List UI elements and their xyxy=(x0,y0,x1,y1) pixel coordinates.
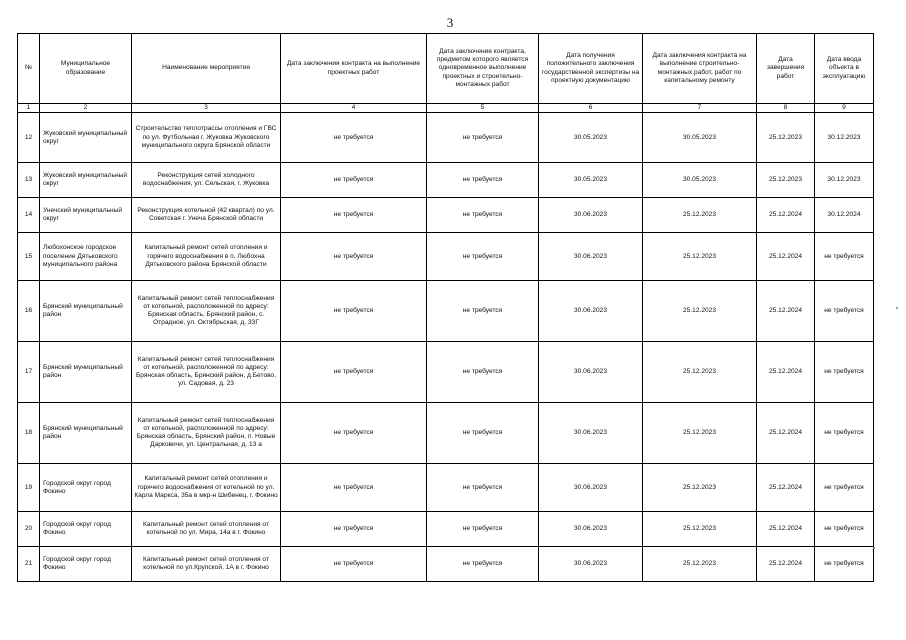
measure-cell: Капитальный ремонт сетей теплоснабжения от котельной, расположенной по адресу: Брянская область, Брянский район, п. Новые Дарковичи, ул. Центральная, д. 13 а xyxy=(132,403,281,464)
completion-date: 25.12.2024 xyxy=(757,233,815,281)
measure-cell: Капитальный ремонт сетей отопления от котельной по ул. Мира, 14а в г. Фокино xyxy=(132,512,281,547)
commissioning-date: не требуется xyxy=(815,512,874,547)
municipality-cell: Унечский муниципальный округ xyxy=(40,198,132,233)
commissioning-date: 30.12.2023 xyxy=(815,113,874,163)
completion-date: 25.12.2023 xyxy=(757,163,815,198)
header-cell-completion: Дата завершения работ xyxy=(757,34,815,104)
row-number: 20 xyxy=(18,512,40,547)
table-row xyxy=(18,342,874,403)
commissioning-date: не требуется xyxy=(815,547,874,582)
measure-cell: Капитальный ремонт сетей отопления и горячего водоснабжения от котельной по ул. Карла Маркса, 35а в мкр-н Шибенец, г. Фокино xyxy=(132,464,281,512)
row-number: 17 xyxy=(18,342,40,403)
expertise-date: 30.05.2023 xyxy=(539,113,643,163)
header-cell-construction-contract: Дата заключения контракта на выполнение строительно-монтажных работ, работ по капитальному ремонту xyxy=(643,34,757,104)
design-contract-date: не требуется xyxy=(281,342,427,403)
expertise-date: 30.06.2023 xyxy=(539,512,643,547)
municipality-cell: Городской округ город Фокино xyxy=(40,512,132,547)
scan-speck xyxy=(873,547,875,549)
design-contract-date: не требуется xyxy=(281,281,427,342)
column-number: 5 xyxy=(427,104,539,113)
row-number: 15 xyxy=(18,233,40,281)
measures-table xyxy=(17,33,874,582)
design-contract-date: не требуется xyxy=(281,403,427,464)
municipality-cell: Брянский муниципальный район xyxy=(40,403,132,464)
header-row xyxy=(18,34,874,104)
combined-contract-date: не требуется xyxy=(427,342,539,403)
construction-contract-date: 30.05.2023 xyxy=(643,113,757,163)
row-number: 12 xyxy=(18,113,40,163)
table-row xyxy=(18,233,874,281)
table-row xyxy=(18,512,874,547)
commissioning-date: не требуется xyxy=(815,342,874,403)
commissioning-date: не требуется xyxy=(815,281,874,342)
construction-contract-date: 25.12.2023 xyxy=(643,233,757,281)
row-number: 19 xyxy=(18,464,40,512)
construction-contract-date: 25.12.2023 xyxy=(643,403,757,464)
municipality-cell: Городской округ город Фокино xyxy=(40,547,132,582)
completion-date: 25.12.2024 xyxy=(757,281,815,342)
column-number: 1 xyxy=(18,104,40,113)
design-contract-date: не требуется xyxy=(281,113,427,163)
table-row xyxy=(18,163,874,198)
completion-date: 25.12.2023 xyxy=(757,113,815,163)
construction-contract-date: 30.05.2023 xyxy=(643,163,757,198)
expertise-date: 30.06.2023 xyxy=(539,281,643,342)
commissioning-date: не требуется xyxy=(815,233,874,281)
design-contract-date: не требуется xyxy=(281,512,427,547)
completion-date: 25.12.2024 xyxy=(757,198,815,233)
column-number: 3 xyxy=(132,104,281,113)
expertise-date: 30.06.2023 xyxy=(539,547,643,582)
completion-date: 25.12.2024 xyxy=(757,464,815,512)
measure-cell: Реконструкция сетей холодного водоснабжения, ул. Сельская, г. Жуковка xyxy=(132,163,281,198)
header-cell-expertise: Дата получения положительного заключения государственной экспертизы на проектную документацию xyxy=(539,34,643,104)
row-number: 13 xyxy=(18,163,40,198)
completion-date: 25.12.2024 xyxy=(757,512,815,547)
combined-contract-date: не требуется xyxy=(427,198,539,233)
header-cell-combined-contract: Дата заключение контракта, предметом которого является одновременное выполнение проектных и строительно-монтажных работ xyxy=(427,34,539,104)
expertise-date: 30.06.2023 xyxy=(539,464,643,512)
row-number: 14 xyxy=(18,198,40,233)
expertise-date: 30.06.2023 xyxy=(539,233,643,281)
column-number: 6 xyxy=(539,104,643,113)
header-cell-design-contract: Дата заключения контракта на выполнение проектных работ xyxy=(281,34,427,104)
municipality-cell: Жуковский муниципальный округ xyxy=(40,113,132,163)
measure-cell: Капитальный ремонт сетей теплоснабжения от котельной, расположенной по адресу: Брянская область, Брянский район, с. Отрадное, ул. Октябрьская, д. 33Г xyxy=(132,281,281,342)
expertise-date: 30.05.2023 xyxy=(539,163,643,198)
commissioning-date: 30.12.2024 xyxy=(815,198,874,233)
design-contract-date: не требуется xyxy=(281,233,427,281)
header-cell-municipality: Муниципальное образование xyxy=(40,34,132,104)
construction-contract-date: 25.12.2023 xyxy=(643,547,757,582)
table-row xyxy=(18,403,874,464)
commissioning-date: не требуется xyxy=(815,403,874,464)
table-row xyxy=(18,113,874,163)
expertise-date: 30.06.2023 xyxy=(539,403,643,464)
measure-cell: Реконструкция котельной (42 квартал) по ул. Советская г. Унеча Брянской области xyxy=(132,198,281,233)
row-number: 16 xyxy=(18,281,40,342)
commissioning-date: не требуется xyxy=(815,464,874,512)
table-row xyxy=(18,547,874,582)
combined-contract-date: не требуется xyxy=(427,512,539,547)
scan-speck xyxy=(896,307,898,309)
combined-contract-date: не требуется xyxy=(427,113,539,163)
municipality-cell: Брянский муниципальный район xyxy=(40,281,132,342)
municipality-cell: Городской округ город Фокино xyxy=(40,464,132,512)
combined-contract-date: не требуется xyxy=(427,464,539,512)
measure-cell: Строительство теплотрассы отопления и ГВС по ул. Футбольная г. Жуковка Жуковского муниципального округа Брянской области xyxy=(132,113,281,163)
table-row xyxy=(18,281,874,342)
municipality-cell: Жуковский муниципальный округ xyxy=(40,163,132,198)
column-number: 7 xyxy=(643,104,757,113)
design-contract-date: не требуется xyxy=(281,464,427,512)
column-number: 4 xyxy=(281,104,427,113)
combined-contract-date: не требуется xyxy=(427,163,539,198)
combined-contract-date: не требуется xyxy=(427,547,539,582)
column-number: 2 xyxy=(40,104,132,113)
design-contract-date: не требуется xyxy=(281,163,427,198)
municipality-cell: Любохонское городское поселение Дятьковского муниципального района xyxy=(40,233,132,281)
measure-cell: Капитальный ремонт сетей отопления и горячего водоснабжения в п. Любохна Дятьковского района Брянской области xyxy=(132,233,281,281)
measure-cell: Капитальный ремонт сетей теплоснабжения от котельной, расположенной по адресу: Брянская область, Брянский район, д.Бетово, ул. Садовая, д. 23 xyxy=(132,342,281,403)
construction-contract-date: 25.12.2023 xyxy=(643,342,757,403)
measure-cell: Капитальный ремонт сетей отопления от котельной по ул.Крупской, 1А в г. Фокино xyxy=(132,547,281,582)
construction-contract-date: 25.12.2023 xyxy=(643,464,757,512)
table-row xyxy=(18,464,874,512)
construction-contract-date: 25.12.2023 xyxy=(643,281,757,342)
page-number: 3 xyxy=(446,15,454,30)
construction-contract-date: 25.12.2023 xyxy=(643,198,757,233)
completion-date: 25.12.2024 xyxy=(757,403,815,464)
header-cell-num: № xyxy=(18,34,40,104)
expertise-date: 30.06.2023 xyxy=(539,198,643,233)
header-cell-measure: Наименование мероприятия xyxy=(132,34,281,104)
design-contract-date: не требуется xyxy=(281,198,427,233)
design-contract-date: не требуется xyxy=(281,547,427,582)
header-cell-commissioning: Дата ввода объекта в эксплуатацию xyxy=(815,34,874,104)
municipality-cell: Брянский муниципальный район xyxy=(40,342,132,403)
column-number: 8 xyxy=(757,104,815,113)
column-number-row xyxy=(18,104,874,113)
construction-contract-date: 25.12.2023 xyxy=(643,512,757,547)
row-number: 21 xyxy=(18,547,40,582)
row-number: 18 xyxy=(18,403,40,464)
commissioning-date: 30.12.2023 xyxy=(815,163,874,198)
completion-date: 25.12.2024 xyxy=(757,342,815,403)
combined-contract-date: не требуется xyxy=(427,281,539,342)
column-number: 9 xyxy=(815,104,874,113)
combined-contract-date: не требуется xyxy=(427,403,539,464)
table-row xyxy=(18,198,874,233)
expertise-date: 30.06.2023 xyxy=(539,342,643,403)
combined-contract-date: не требуется xyxy=(427,233,539,281)
completion-date: 25.12.2024 xyxy=(757,547,815,582)
